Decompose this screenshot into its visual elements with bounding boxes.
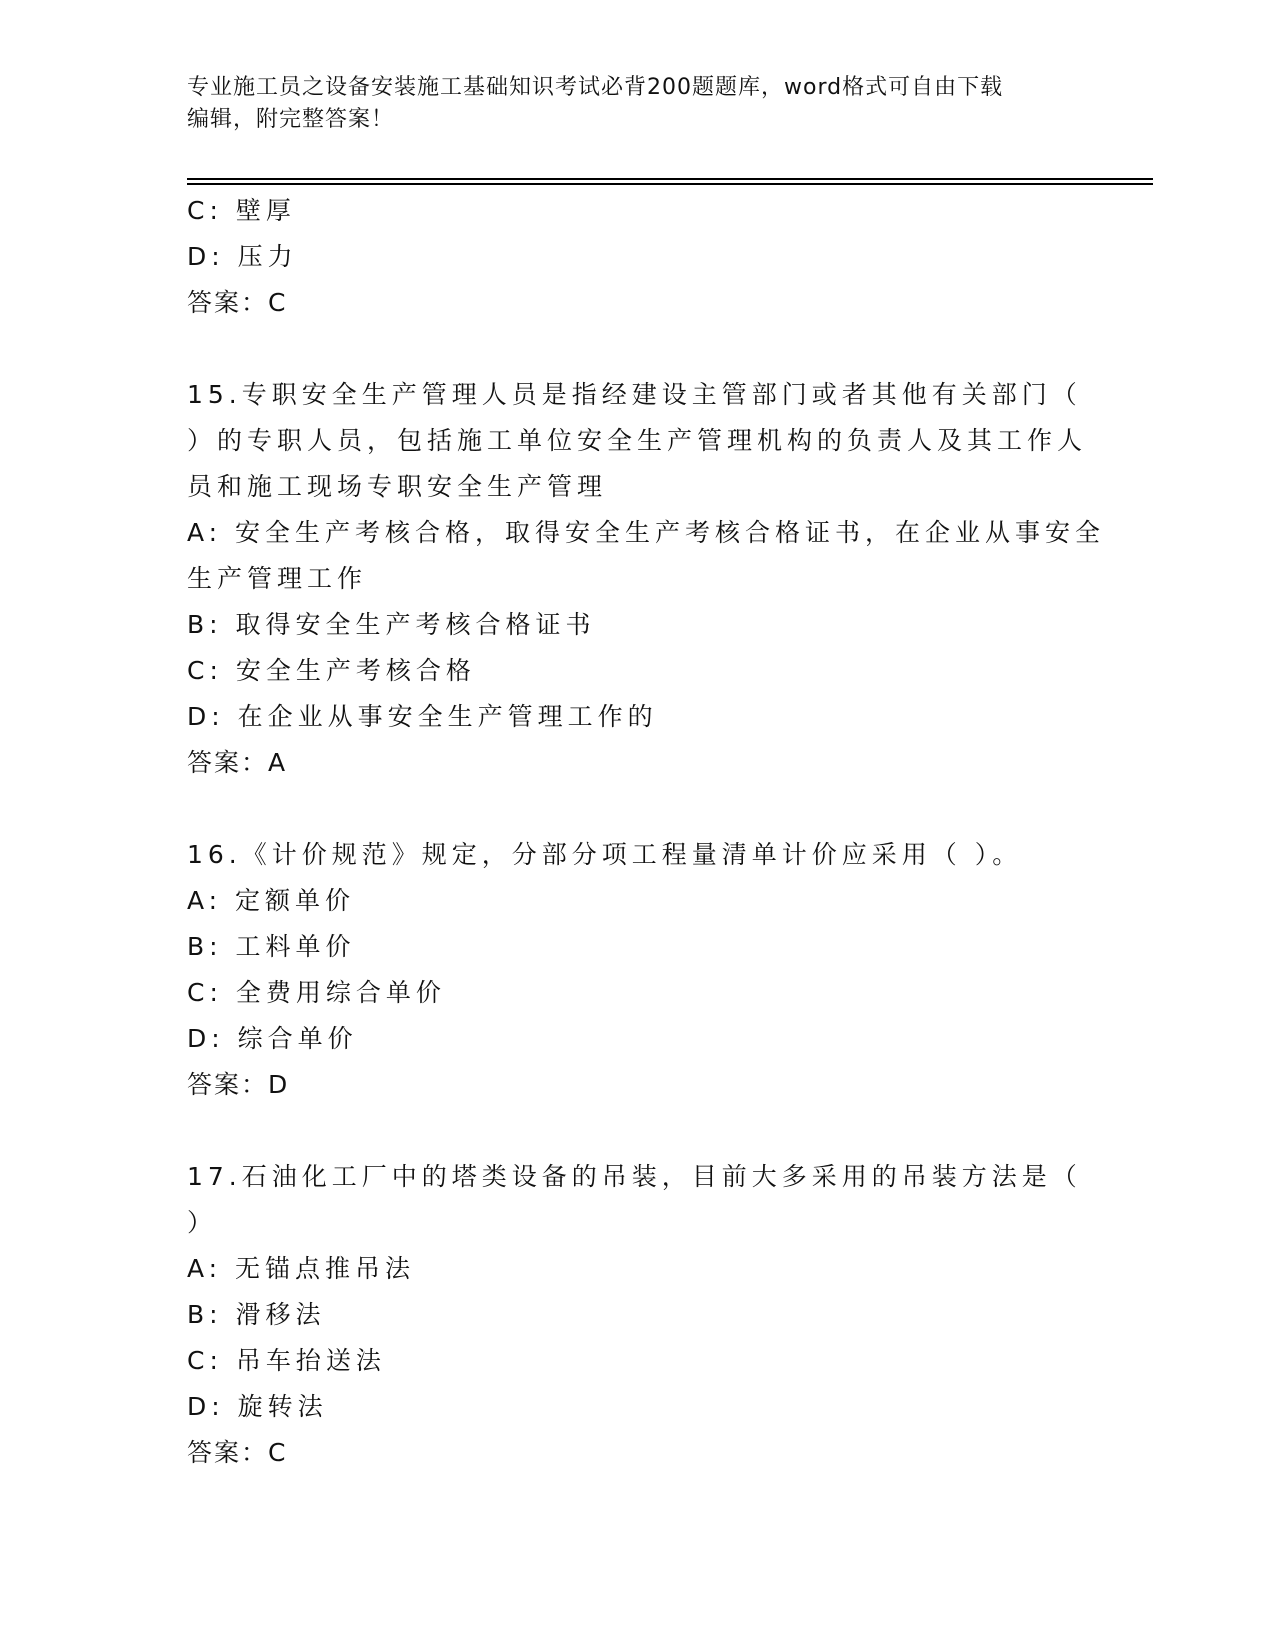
question-stem-line: ）的专职人员，包括施工单位安全生产管理机构的负责人及其工作人 (187, 426, 1088, 455)
header-title-line-1: 专业施工员之设备安装施工基础知识考试必背200题题库，word格式可自由下载 (187, 75, 1004, 100)
option-a: A: 安全生产考核合格，取得安全生产考核合格证书，在企业从事安全 (187, 518, 1106, 547)
answer: 答案：A (187, 748, 288, 777)
option-c: C: 壁厚 (187, 196, 296, 225)
option-d: D: 压力 (187, 242, 298, 271)
question-16 (187, 832, 1087, 1108)
option-c: C: 全费用综合单价 (187, 978, 446, 1007)
question-17 (187, 1154, 1087, 1476)
option-d: D: 旋转法 (187, 1392, 328, 1421)
question-stem-line: 17.石油化工厂中的塔类设备的吊装，目前大多采用的吊装方法是（ (187, 1162, 1082, 1191)
option-b: B: 滑移法 (187, 1300, 326, 1329)
question-stem: 16.《计价规范》规定，分部分项工程量清单计价应采用（ ）。 (187, 840, 1023, 869)
answer: 答案：D (187, 1070, 290, 1099)
option-c: C: 安全生产考核合格 (187, 656, 476, 685)
option-b: B: 工料单价 (187, 932, 356, 961)
option-c: C: 吊车抬送法 (187, 1346, 386, 1375)
option-b: B: 取得安全生产考核合格证书 (187, 610, 596, 639)
option-a-continued: 生产管理工作 (187, 564, 368, 593)
option-a: A: 无锚点推吊法 (187, 1254, 416, 1283)
header-divider-top (187, 178, 1153, 180)
spacer (187, 1108, 1087, 1154)
spacer (187, 786, 1087, 832)
question-15 (187, 372, 1106, 786)
spacer (187, 326, 1087, 372)
question-stem-line: 15.专职安全生产管理人员是指经建设主管部门或者其他有关部门（ (187, 380, 1082, 409)
answer: 答案：C (187, 288, 288, 317)
option-a: A: 定额单价 (187, 886, 356, 915)
question-list (187, 188, 1106, 1476)
header-divider-bottom (187, 183, 1153, 185)
document-header (187, 72, 1067, 136)
option-d: D: 综合单价 (187, 1024, 358, 1053)
answer: 答案：C (187, 1438, 288, 1467)
header-title-line-2: 编辑，附完整答案！ (187, 107, 395, 132)
question-14-tail (187, 188, 1087, 326)
option-d: D: 在企业从事安全生产管理工作的 (187, 702, 658, 731)
question-stem-line: 员和施工现场专职安全生产管理 (187, 472, 608, 501)
question-stem-line: ） (187, 1208, 218, 1237)
